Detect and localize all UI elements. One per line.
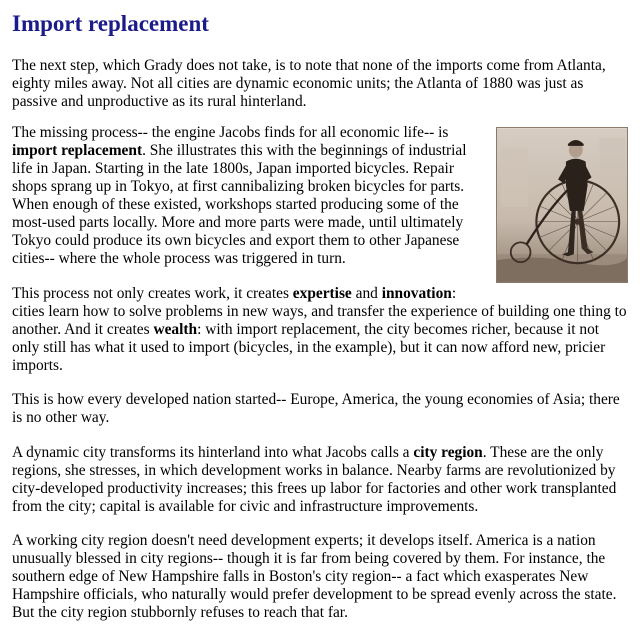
text-run: The missing process-- the engine Jacobs finds for all economic life-- is bbox=[12, 124, 449, 141]
paragraph-grady-atlanta: The next step, which Grady does not take, is to note that none of the imports come from Atlanta, eighty miles away. Not all cities are dynamic economic units; the Atlanta of 1880 was just as passive and unproductive as its rural hinterland. bbox=[12, 57, 606, 110]
paragraph-developed-nations: This is how every developed nation started-- Europe, America, the young economies of Asia; there is no other way. bbox=[12, 391, 620, 426]
page-title: Import replacement bbox=[12, 11, 209, 36]
term-expertise: expertise bbox=[292, 284, 352, 302]
term-wealth: wealth bbox=[153, 320, 198, 338]
paragraph-expertise-wealth bbox=[12, 285, 628, 375]
term-import-replacement: import replacement bbox=[12, 142, 143, 159]
text-run: : with import replacement, the city becomes richer, because it not only still has what it used to import (bicycles, in the example), but it can now afford new, pricier imports. bbox=[12, 320, 606, 374]
paragraph-city-region bbox=[12, 444, 628, 516]
article-body bbox=[12, 57, 628, 639]
penny-farthing-photo bbox=[496, 127, 628, 283]
text-run: . These are the only regions, she stresses, in which development works in balance. Nearby farms are revolutionized by city-developed productivity increases; this frees up labor for factories and other work transplanted from the city; capital is available for civic and infrastructure improvements. bbox=[12, 443, 617, 515]
text-run: : cities learn how to solve problems in new ways, and transfer the experience of building one thing to another. And it creates bbox=[12, 284, 627, 338]
paragraph-new-hampshire: A working city region doesn't need development experts; it develops itself. America is a nation unusually blessed in city regions-- though it is far from being covered by them. For instance, the southern edge of New Hampshire falls in Boston's city region-- a fact which exasperates New Hampshire officials, who naturally would prefer development to be spread evenly across the state. But the city region stubbornly refuses to reach that far. bbox=[12, 532, 617, 621]
text-run: This process not only creates work, it creates bbox=[12, 284, 293, 302]
text-run: A dynamic city transforms its hinterland into what Jacobs calls a bbox=[12, 443, 414, 461]
term-innovation: innovation bbox=[381, 284, 452, 302]
term-city-region: city region bbox=[413, 443, 483, 461]
text-run: and bbox=[351, 284, 382, 302]
text-run: . She illustrates this with the beginnings of industrial life in Japan. Starting in the late 1800s, Japan imported bicycles. Repair shops sprang up in Tokyo, at first cannibalizing broken bicycles for parts. When enough of these existed, workshops started producing some of the most-used parts locally. More and more parts were made, until ultimately Tokyo could produce its own bicycles and export them to other Japanese cities-- where the whole process was triggered in turn. bbox=[12, 142, 467, 267]
penny-farthing-icon bbox=[497, 128, 627, 282]
